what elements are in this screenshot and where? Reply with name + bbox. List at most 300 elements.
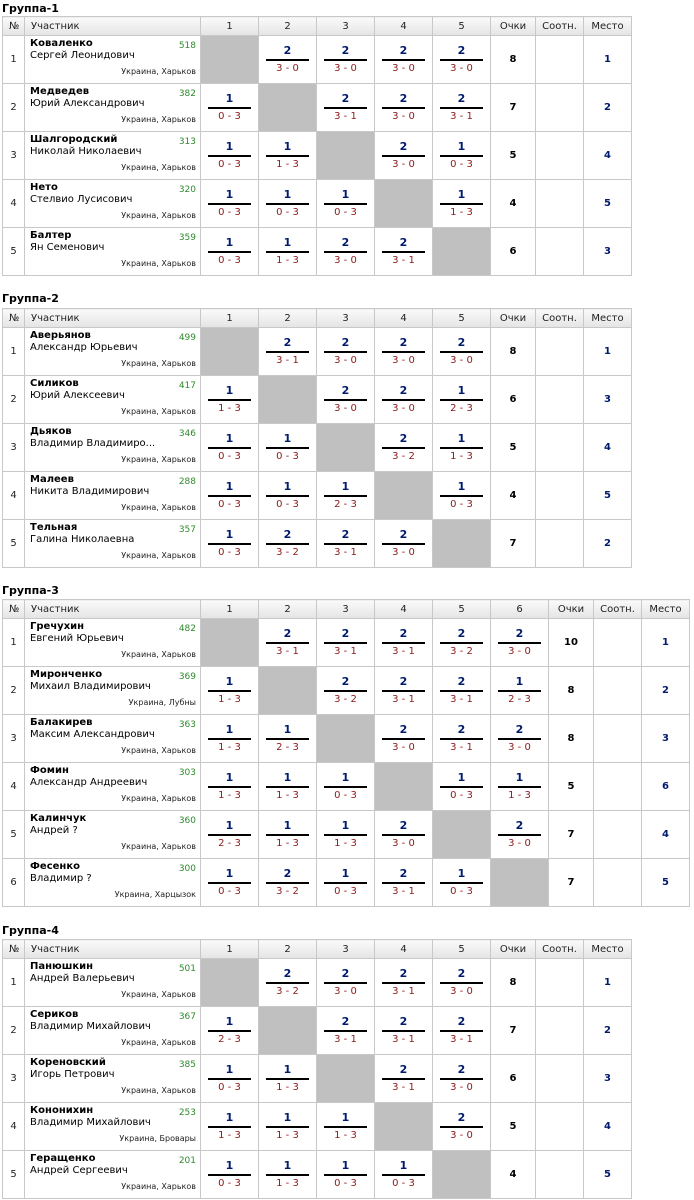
game-result[interactable] [201, 180, 259, 228]
participant-cell [25, 619, 201, 667]
row-number: 3 [3, 715, 25, 763]
game-result[interactable] [259, 228, 317, 276]
col-header-opponent: 5 [433, 309, 491, 328]
participant-rating: 320 [178, 185, 196, 195]
result-divider [324, 107, 367, 109]
game-result[interactable] [317, 1151, 375, 1199]
set-score: 1 - 3 [334, 1130, 357, 1141]
game-result[interactable] [201, 228, 259, 276]
self-cell [259, 1007, 317, 1055]
result-divider [382, 251, 425, 253]
result-divider [266, 495, 309, 497]
ratio-cell [594, 667, 642, 715]
participant-cell [25, 228, 201, 276]
total-points: 7 [491, 84, 536, 132]
game-result[interactable] [317, 959, 375, 1007]
game-result[interactable] [201, 520, 259, 568]
game-result[interactable] [433, 84, 491, 132]
match-points: 2 [515, 819, 524, 832]
game-result[interactable] [375, 84, 433, 132]
game-result[interactable] [259, 959, 317, 1007]
table-row [3, 1007, 632, 1055]
game-result[interactable] [259, 472, 317, 520]
game-result[interactable] [491, 763, 549, 811]
col-header-points: Очки [491, 17, 536, 36]
game-result[interactable] [317, 763, 375, 811]
game-result[interactable] [201, 667, 259, 715]
participant-name: Максим Александрович [30, 729, 155, 740]
final-place: 1 [584, 36, 632, 84]
col-header-opponent: 4 [375, 17, 433, 36]
participant-surname[interactable]: Малеев [30, 474, 74, 485]
set-score: 3 - 2 [392, 451, 415, 462]
game-result[interactable] [375, 1055, 433, 1103]
set-score: 0 - 3 [218, 499, 241, 510]
result-divider [440, 1126, 483, 1128]
result-divider [440, 203, 483, 205]
game-result[interactable] [375, 424, 433, 472]
results-table [2, 308, 632, 568]
game-result[interactable] [259, 180, 317, 228]
participant-name: Андрей Валерьевич [30, 973, 135, 984]
set-score: 3 - 0 [392, 111, 415, 122]
participant-cell [25, 763, 201, 811]
participant-cell [25, 520, 201, 568]
game-result[interactable] [375, 1007, 433, 1055]
game-result[interactable] [433, 424, 491, 472]
game-result[interactable] [317, 667, 375, 715]
row-number: 4 [3, 763, 25, 811]
result-divider [382, 982, 425, 984]
set-score: 0 - 3 [218, 451, 241, 462]
match-points: 1 [225, 1111, 234, 1124]
game-result[interactable] [201, 472, 259, 520]
final-place: 5 [584, 1151, 632, 1199]
game-result[interactable] [433, 328, 491, 376]
set-score: 3 - 1 [450, 1034, 473, 1045]
self-cell [375, 1103, 433, 1151]
game-result[interactable] [317, 228, 375, 276]
col-header-opponent: 2 [259, 600, 317, 619]
result-divider [498, 786, 541, 788]
participant-surname[interactable]: Силиков [30, 378, 79, 389]
participant-surname[interactable]: Коваленко [30, 38, 93, 49]
game-result[interactable] [201, 132, 259, 180]
result-divider [324, 351, 367, 353]
game-result[interactable] [201, 763, 259, 811]
game-result[interactable] [317, 619, 375, 667]
match-points: 2 [399, 967, 408, 980]
ratio-cell [536, 959, 584, 1007]
total-points: 7 [549, 811, 594, 859]
match-points: 1 [283, 140, 292, 153]
participant-rating: 385 [178, 1060, 196, 1070]
set-score: 3 - 0 [450, 63, 473, 74]
row-number: 2 [3, 667, 25, 715]
set-score: 0 - 3 [218, 207, 241, 218]
table-row [3, 228, 632, 276]
ratio-cell [594, 763, 642, 811]
participant-rating: 253 [178, 1108, 196, 1118]
participant-cell [25, 376, 201, 424]
result-divider [440, 155, 483, 157]
set-score: 0 - 3 [218, 255, 241, 266]
match-points: 2 [399, 384, 408, 397]
self-cell [201, 619, 259, 667]
result-divider [382, 1030, 425, 1032]
set-score: 3 - 1 [450, 742, 473, 753]
col-header-opponent: 1 [201, 17, 259, 36]
final-place: 4 [584, 424, 632, 472]
game-result[interactable] [259, 859, 317, 907]
row-number: 2 [3, 1007, 25, 1055]
match-points: 1 [283, 1159, 292, 1172]
game-result[interactable] [317, 328, 375, 376]
table-row [3, 84, 632, 132]
match-points: 1 [225, 723, 234, 736]
game-result[interactable] [259, 132, 317, 180]
participant-rating: 346 [178, 429, 196, 439]
col-header-opponent: 1 [201, 309, 259, 328]
result-divider [382, 1078, 425, 1080]
participant-surname[interactable]: Гречухин [30, 621, 85, 632]
col-header-num: № [3, 600, 25, 619]
game-result[interactable] [433, 715, 491, 763]
game-result[interactable] [491, 619, 549, 667]
final-place: 4 [584, 1103, 632, 1151]
self-cell [259, 84, 317, 132]
set-score: 0 - 3 [334, 207, 357, 218]
participant-surname[interactable]: Балакирев [30, 717, 93, 728]
participant-surname[interactable]: Фесенко [30, 861, 80, 872]
participant-rating: 369 [178, 672, 196, 682]
game-result[interactable] [375, 132, 433, 180]
set-score: 1 - 3 [276, 1082, 299, 1093]
total-points: 8 [549, 715, 594, 763]
game-result[interactable] [259, 715, 317, 763]
set-score: 1 - 3 [276, 255, 299, 266]
set-score: 3 - 1 [392, 694, 415, 705]
final-place: 3 [584, 376, 632, 424]
game-result[interactable] [433, 959, 491, 1007]
participant-name: Сергей Леонидович [30, 50, 135, 61]
game-result[interactable] [375, 859, 433, 907]
ratio-cell [536, 36, 584, 84]
game-result[interactable] [317, 472, 375, 520]
result-divider [440, 738, 483, 740]
participant-city: Украина, Харьков [121, 1182, 196, 1191]
game-result[interactable] [433, 667, 491, 715]
results-table [2, 599, 690, 907]
game-result[interactable] [491, 715, 549, 763]
participant-name: Михаил Владимирович [30, 681, 151, 692]
participant-cell [25, 180, 201, 228]
participant-surname[interactable]: Кононихин [30, 1105, 94, 1116]
match-points: 1 [341, 771, 350, 784]
game-result[interactable] [317, 1007, 375, 1055]
set-score: 3 - 0 [450, 355, 473, 366]
game-result[interactable] [259, 1151, 317, 1199]
set-score: 0 - 3 [276, 207, 299, 218]
set-score: 0 - 3 [450, 159, 473, 170]
result-divider [498, 690, 541, 692]
match-points: 2 [457, 967, 466, 980]
participant-surname[interactable]: Медведев [30, 86, 90, 97]
game-result[interactable] [433, 619, 491, 667]
game-result[interactable] [259, 1055, 317, 1103]
col-header-opponent: 3 [317, 940, 375, 959]
set-score: 3 - 0 [450, 1130, 473, 1141]
result-divider [382, 882, 425, 884]
ratio-cell [536, 424, 584, 472]
game-result[interactable] [375, 520, 433, 568]
game-result[interactable] [259, 1103, 317, 1151]
final-place: 3 [584, 1055, 632, 1103]
match-points: 2 [399, 432, 408, 445]
participant-cell [25, 1103, 201, 1151]
game-result[interactable] [433, 763, 491, 811]
match-points: 2 [341, 44, 350, 57]
self-cell [375, 472, 433, 520]
total-points: 6 [491, 228, 536, 276]
participant-surname[interactable]: Дьяков [30, 426, 72, 437]
match-points: 1 [225, 528, 234, 541]
result-divider [208, 786, 251, 788]
game-result[interactable] [317, 376, 375, 424]
game-result[interactable] [201, 811, 259, 859]
participant-surname[interactable]: Калинчук [30, 813, 87, 824]
ratio-cell [536, 132, 584, 180]
result-divider [440, 447, 483, 449]
game-result[interactable] [317, 36, 375, 84]
total-points: 4 [491, 1151, 536, 1199]
match-points: 1 [225, 1015, 234, 1028]
game-result[interactable] [201, 376, 259, 424]
game-result[interactable] [259, 811, 317, 859]
game-result[interactable] [433, 859, 491, 907]
game-result[interactable] [317, 859, 375, 907]
result-divider [440, 882, 483, 884]
set-score: 0 - 3 [218, 886, 241, 897]
match-points: 2 [515, 723, 524, 736]
result-divider [266, 251, 309, 253]
result-divider [324, 982, 367, 984]
match-points: 1 [225, 771, 234, 784]
game-result[interactable] [433, 376, 491, 424]
game-result[interactable] [317, 811, 375, 859]
game-result[interactable] [375, 228, 433, 276]
match-points: 2 [399, 627, 408, 640]
match-points: 1 [457, 432, 466, 445]
game-result[interactable] [375, 1151, 433, 1199]
result-divider [324, 399, 367, 401]
game-result[interactable] [201, 1055, 259, 1103]
participant-rating: 518 [178, 41, 196, 51]
col-header-num: № [3, 940, 25, 959]
final-place: 3 [642, 715, 690, 763]
game-result[interactable] [259, 424, 317, 472]
participant-surname[interactable]: Миронченко [30, 669, 103, 680]
participant-surname[interactable]: Сериков [30, 1009, 79, 1020]
set-score: 2 - 3 [508, 694, 531, 705]
set-score: 0 - 3 [392, 1178, 415, 1189]
participant-surname[interactable]: Кореновский [30, 1057, 106, 1068]
total-points: 5 [491, 132, 536, 180]
results-table [2, 939, 632, 1199]
participant-name: Александр Юрьевич [30, 342, 138, 353]
participant-name: Николай Николаевич [30, 146, 142, 157]
result-divider [324, 690, 367, 692]
game-result[interactable] [259, 520, 317, 568]
self-cell [201, 36, 259, 84]
result-divider [208, 543, 251, 545]
participant-surname[interactable]: Аверьянов [30, 330, 91, 341]
table-row [3, 36, 632, 84]
match-points: 1 [225, 1063, 234, 1076]
game-result[interactable] [491, 667, 549, 715]
self-cell [259, 667, 317, 715]
game-result[interactable] [375, 667, 433, 715]
game-result[interactable] [433, 472, 491, 520]
result-divider [266, 1078, 309, 1080]
col-header-place: Место [642, 600, 690, 619]
game-result[interactable] [433, 1007, 491, 1055]
game-result[interactable] [317, 1103, 375, 1151]
participant-name: Юрий Александрович [30, 98, 145, 109]
self-cell [375, 763, 433, 811]
ratio-cell [536, 376, 584, 424]
set-score: 1 - 3 [218, 403, 241, 414]
game-result[interactable] [201, 1103, 259, 1151]
match-points: 1 [283, 819, 292, 832]
participant-surname[interactable]: Геращенко [30, 1153, 96, 1164]
game-result[interactable] [259, 619, 317, 667]
set-score: 3 - 2 [450, 646, 473, 657]
match-points: 1 [283, 771, 292, 784]
result-divider [324, 786, 367, 788]
col-header-opponent: 6 [491, 600, 549, 619]
set-score: 3 - 1 [334, 646, 357, 657]
game-result[interactable] [375, 328, 433, 376]
game-result[interactable] [317, 520, 375, 568]
match-points: 1 [225, 92, 234, 105]
result-divider [382, 155, 425, 157]
participant-cell [25, 132, 201, 180]
ratio-cell [594, 715, 642, 763]
total-points: 8 [491, 328, 536, 376]
game-result[interactable] [201, 84, 259, 132]
set-score: 3 - 0 [392, 838, 415, 849]
set-score: 1 - 3 [450, 451, 473, 462]
set-score: 3 - 0 [450, 986, 473, 997]
participant-cell [25, 424, 201, 472]
match-points: 1 [225, 1159, 234, 1172]
game-result[interactable] [317, 180, 375, 228]
result-divider [324, 543, 367, 545]
result-divider [440, 351, 483, 353]
result-divider [324, 834, 367, 836]
game-result[interactable] [201, 1151, 259, 1199]
result-divider [208, 882, 251, 884]
row-number: 3 [3, 424, 25, 472]
game-result[interactable] [201, 1007, 259, 1055]
total-points: 5 [491, 424, 536, 472]
game-result[interactable] [375, 376, 433, 424]
col-header-opponent: 4 [375, 600, 433, 619]
game-result[interactable] [375, 715, 433, 763]
participant-cell [25, 84, 201, 132]
match-points: 1 [283, 432, 292, 445]
game-result[interactable] [433, 1103, 491, 1151]
group-title: Группа-1 [2, 2, 59, 15]
set-score: 0 - 3 [334, 790, 357, 801]
game-result[interactable] [201, 715, 259, 763]
participant-surname[interactable]: Нето [30, 182, 58, 193]
match-points: 2 [283, 44, 292, 57]
match-points: 2 [341, 236, 350, 249]
match-points: 2 [341, 627, 350, 640]
result-divider [208, 690, 251, 692]
participant-name: Евгений Юрьевич [30, 633, 124, 644]
result-divider [324, 203, 367, 205]
participant-cell [25, 811, 201, 859]
participant-surname[interactable]: Фомин [30, 765, 69, 776]
participant-surname[interactable]: Тельная [30, 522, 78, 533]
set-score: 1 - 3 [276, 838, 299, 849]
col-header-opponent: 5 [433, 600, 491, 619]
participant-rating: 482 [178, 624, 196, 634]
self-cell [317, 1055, 375, 1103]
row-number: 1 [3, 619, 25, 667]
game-result[interactable] [317, 84, 375, 132]
game-result[interactable] [201, 859, 259, 907]
game-result[interactable] [259, 36, 317, 84]
game-result[interactable] [433, 132, 491, 180]
set-score: 3 - 0 [334, 355, 357, 366]
game-result[interactable] [259, 763, 317, 811]
participant-city: Украина, Харьков [121, 503, 196, 512]
participant-surname[interactable]: Панюшкин [30, 961, 94, 972]
col-header-opponent: 3 [317, 600, 375, 619]
game-result[interactable] [375, 811, 433, 859]
game-result[interactable] [375, 36, 433, 84]
set-score: 3 - 1 [392, 886, 415, 897]
self-cell [433, 1151, 491, 1199]
result-divider [208, 399, 251, 401]
match-points: 1 [225, 236, 234, 249]
game-result[interactable] [375, 619, 433, 667]
participant-surname[interactable]: Шалгородский [30, 134, 118, 145]
set-score: 3 - 1 [334, 547, 357, 558]
final-place: 1 [584, 328, 632, 376]
game-result[interactable] [433, 180, 491, 228]
participant-cell [25, 959, 201, 1007]
game-result[interactable] [433, 36, 491, 84]
game-result[interactable] [259, 328, 317, 376]
result-divider [440, 1030, 483, 1032]
participant-city: Украина, Лубны [128, 698, 196, 707]
game-result[interactable] [433, 1055, 491, 1103]
game-result[interactable] [375, 959, 433, 1007]
ratio-cell [536, 1151, 584, 1199]
participant-cell [25, 715, 201, 763]
participant-surname[interactable]: Балтер [30, 230, 72, 241]
set-score: 3 - 0 [392, 742, 415, 753]
participant-city: Украина, Харьков [121, 359, 196, 368]
game-result[interactable] [201, 424, 259, 472]
game-result[interactable] [491, 811, 549, 859]
total-points: 8 [491, 36, 536, 84]
